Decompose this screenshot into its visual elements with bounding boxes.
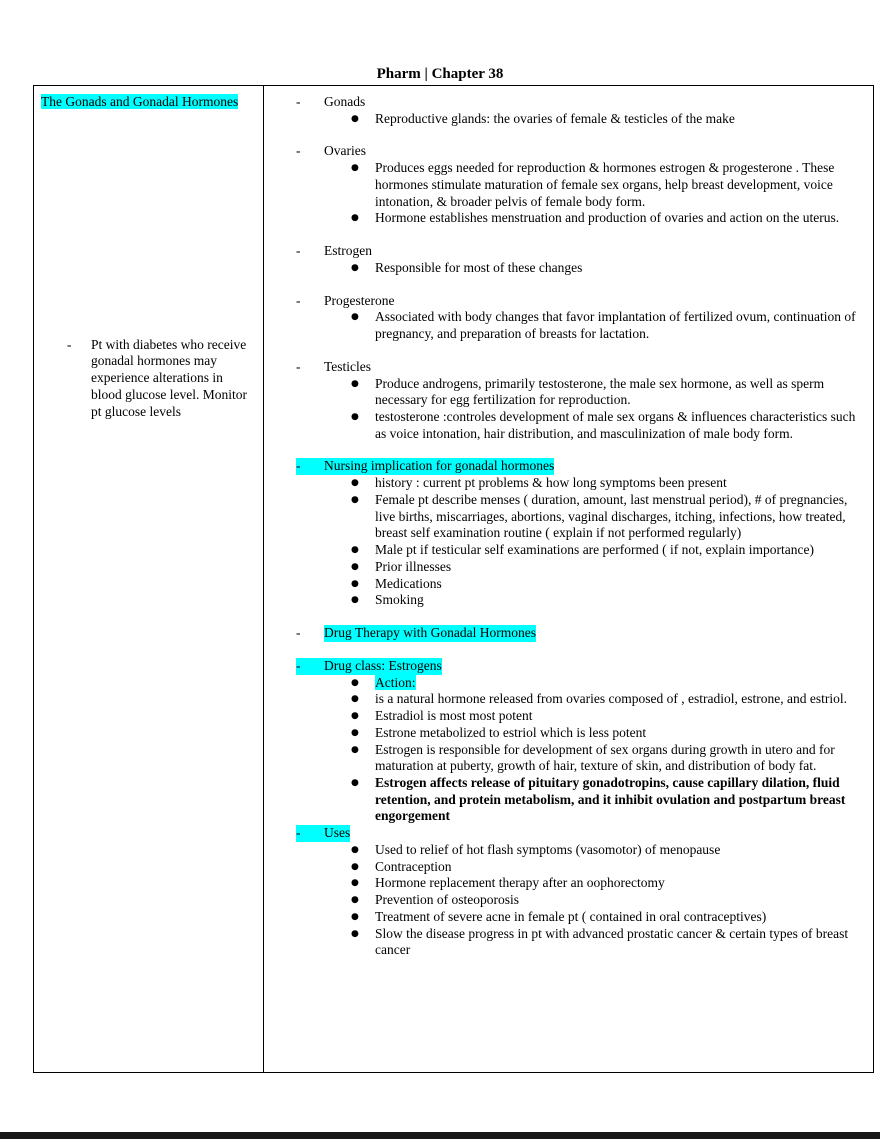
- dash-item: [296, 658, 859, 675]
- bullet-text: Contraception: [375, 858, 452, 874]
- bullet-icon: ●: [351, 744, 359, 755]
- bullet-icon: ●: [351, 262, 359, 273]
- bullet-text: Responsible for most of these changes: [375, 259, 583, 275]
- bullet-icon: ●: [351, 378, 359, 389]
- bullet-icon: ●: [351, 928, 359, 939]
- bullet-icon: ●: [351, 494, 359, 505]
- dash-item: [296, 458, 859, 475]
- bullet-icon: ●: [351, 412, 359, 423]
- bullet-text: [375, 675, 859, 692]
- bullet-text: Smoking: [375, 592, 424, 608]
- dash-marker: -: [67, 336, 72, 352]
- bullet-item: [351, 260, 859, 277]
- bullet-item: [351, 691, 859, 708]
- outline-block: [296, 658, 859, 825]
- bullet-text: Treatment of severe acne in female pt ( contained in oral contraceptives): [375, 908, 767, 924]
- bullet-text: Slow the disease progress in pt with advanced prostatic cancer & certain types of breast cancer: [375, 925, 849, 958]
- bullet-item: [351, 559, 859, 576]
- dash-label: Nursing implication for gonadal hormones: [324, 458, 555, 474]
- dash-item: [296, 94, 859, 111]
- dash-label: Testicles: [324, 358, 372, 374]
- bullet-text: Female pt describe menses ( duration, amount, last menstrual period), # of pregnancies, live births, miscarriages, abortions, vaginal discharges, itching, infections, how treated, breast self examination routine ( explain if not performed regularly): [375, 491, 848, 541]
- dash-marker: -: [296, 625, 301, 641]
- dash-marker: -: [296, 94, 301, 109]
- bullet-text: Hormone establishes menstruation and production of ovaries and action on the uterus.: [375, 210, 840, 226]
- highlighted-text: Action:: [375, 674, 416, 690]
- bullet-text: Associated with body changes that favor implantation of fertilized ovum, continuation of pregnancy, and preparation of breasts for lactation.: [375, 309, 856, 342]
- bullet-icon: ●: [351, 911, 359, 922]
- bottom-edge-bar: [0, 1132, 880, 1139]
- outline-block: [296, 243, 859, 276]
- bullet-icon: ●: [351, 844, 359, 855]
- diabetes-note: [67, 337, 257, 421]
- bullet-icon: ●: [351, 561, 359, 572]
- dash-item: [296, 825, 859, 842]
- bullet-icon: ●: [351, 895, 359, 906]
- bullet-text: history : current pt problems & how long symptoms been present: [375, 475, 727, 491]
- bullet-text: Estrogen affects release of pituitary gonadotropins, cause capillary dilation, fluid retention, and protein metabolism, and it inhibit ovulation and postpartum breast engorgement: [375, 774, 846, 824]
- note-text: Pt with diabetes who receive gonadal hormones may experience alterations in blood glucose level. Monitor pt glucose levels: [91, 336, 247, 419]
- bullet-icon: ●: [351, 595, 359, 606]
- bullet-text: Estrone metabolized to estriol which is less potent: [375, 724, 647, 740]
- dash-label: Progesterone: [324, 292, 395, 308]
- dash-item: [296, 243, 859, 260]
- bullet-item: [351, 859, 859, 876]
- bullet-text: Hormone replacement therapy after an oophorectomy: [375, 875, 665, 891]
- bullet-text: Estrogen is responsible for development of sex organs during growth in utero and for maturation at puberty, growth of hair, texture of skin, and distribution of body fat.: [375, 741, 835, 774]
- right-column-content: [296, 94, 859, 959]
- bullet-icon: ●: [351, 545, 359, 556]
- bullet-item: [351, 875, 859, 892]
- notes-table: [33, 85, 874, 1073]
- bullet-icon: ●: [351, 727, 359, 738]
- bullet-item: [351, 409, 859, 442]
- dash-label: Uses: [324, 825, 351, 841]
- document-title: Pharm | Chapter 38: [376, 66, 504, 82]
- bullet-item: [351, 576, 859, 593]
- bullet-item: [351, 708, 859, 725]
- bullet-icon: ●: [351, 478, 359, 489]
- bullet-item: [351, 160, 859, 210]
- bullet-item: [351, 592, 859, 609]
- dash-item: [296, 359, 859, 376]
- dash-marker: -: [296, 358, 301, 374]
- dash-marker: -: [296, 143, 301, 159]
- outline-block: [296, 458, 859, 609]
- dash-label: Drug class: Estrogens: [324, 657, 442, 673]
- bullet-item: [351, 775, 859, 825]
- dash-item: [296, 143, 859, 160]
- bullet-text: Reproductive glands: the ovaries of female & testicles of the make: [375, 110, 735, 126]
- bullet-item: [351, 111, 859, 128]
- bullet-text: Prevention of osteoporosis: [375, 892, 519, 908]
- bullet-item: [351, 742, 859, 775]
- bullet-icon: ●: [351, 777, 359, 788]
- bullet-icon: ●: [351, 878, 359, 889]
- bullet-item: [351, 909, 859, 926]
- bullet-text: testosterone :controles development of male sex organs & influences characteristics such as voice intonation, hair distribution, and masculinization of male body form.: [375, 409, 856, 441]
- dash-label: Gonads: [324, 94, 366, 109]
- outline-block: [296, 359, 859, 443]
- dash-item: [296, 625, 859, 642]
- dash-marker: -: [296, 658, 324, 675]
- bullet-item: [351, 492, 859, 542]
- outline-block: [296, 143, 859, 227]
- bullet-item: [351, 210, 859, 227]
- left-column: [34, 86, 264, 1072]
- dash-label: Drug Therapy with Gonadal Hormones: [324, 625, 536, 641]
- bullet-text: Produces eggs needed for reproduction & hormones estrogen & progesterone . These hormones stimulate maturation of female sex organs, help breast development, voice intonation, & broader pelvis of female body form.: [375, 160, 835, 209]
- bullet-item: [351, 926, 859, 959]
- bullet-icon: ●: [351, 694, 359, 705]
- bullet-icon: ●: [351, 578, 359, 589]
- bullet-icon: ●: [351, 113, 359, 124]
- left-heading: [41, 94, 257, 111]
- bullet-item: [351, 376, 859, 409]
- bullet-item: [351, 542, 859, 559]
- bullet-item: [351, 842, 859, 859]
- bullet-item: [351, 475, 859, 492]
- outline-block: [296, 625, 859, 642]
- bullet-icon: ●: [351, 711, 359, 722]
- bullet-icon: ●: [351, 312, 359, 323]
- dash-item: [296, 293, 859, 310]
- dash-label: Ovaries: [324, 143, 366, 159]
- outline-block: [296, 293, 859, 343]
- outline-block: [296, 94, 859, 127]
- bullet-icon: ●: [351, 163, 359, 174]
- bullet-text: Prior illnesses: [375, 558, 452, 574]
- bullet-text: Used to relief of hot flash symptoms (vasomotor) of menopause: [375, 841, 721, 857]
- bullet-item: [351, 309, 859, 342]
- bullet-item: [351, 675, 859, 692]
- bullet-icon: ●: [351, 213, 359, 224]
- dash-marker: -: [296, 825, 324, 842]
- dash-marker: -: [296, 292, 301, 308]
- bullet-icon: ●: [351, 677, 359, 688]
- bullet-text: Produce androgens, primarily testosterone, the male sex hormone, as well as sperm necessary for egg fertilization for reproduction.: [375, 375, 825, 408]
- dash-marker: -: [296, 458, 324, 475]
- dash-marker: -: [296, 243, 301, 259]
- right-column: [264, 86, 873, 1072]
- bullet-item: [351, 725, 859, 742]
- bullet-text: Estradiol is most most potent: [375, 708, 533, 724]
- bullet-text: Medications: [375, 575, 442, 591]
- bullet-icon: ●: [351, 861, 359, 872]
- outline-block: [296, 825, 859, 959]
- bullet-text: Male pt if testicular self examinations are performed ( if not, explain importance): [375, 542, 814, 558]
- dash-label: Estrogen: [324, 243, 372, 259]
- bullet-text: is a natural hormone released from ovaries composed of , estradiol, estrone, and estriol.: [375, 691, 847, 707]
- bullet-item: [351, 892, 859, 909]
- left-heading-text: The Gonads and Gonadal Hormones: [41, 94, 239, 109]
